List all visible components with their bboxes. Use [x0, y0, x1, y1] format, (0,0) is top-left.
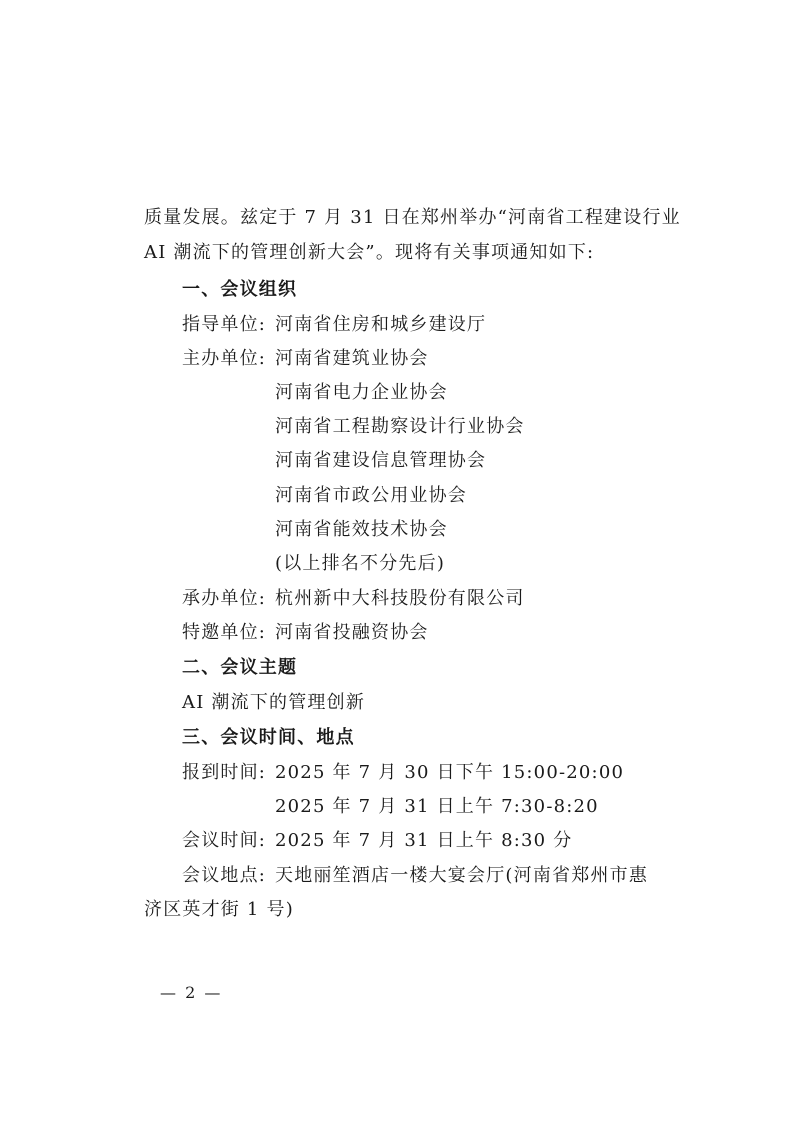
host-unit-item: 河南省能效技术协会 [275, 519, 448, 540]
section-heading-theme: 二、会议主题 [182, 657, 298, 678]
host-unit-item: 河南省建筑业协会 [275, 348, 429, 369]
organizer-unit-value: 杭州新中大科技股份有限公司 [275, 588, 525, 609]
checkin-time-value: 2025 年 7 月 30 日下午 15:00-20:00 [275, 762, 625, 783]
host-unit-item: 河南省建设信息管理协会 [275, 450, 487, 471]
host-unit-item: 河南省工程勘察设计行业协会 [275, 416, 525, 437]
meeting-time-label: 会议时间: [182, 830, 267, 851]
guide-unit-value: 河南省住房和城乡建设厅 [275, 314, 487, 335]
special-unit-value: 河南省投融资协会 [275, 622, 429, 643]
checkin-time-value: 2025 年 7 月 31 日上午 7:30-8:20 [275, 796, 599, 817]
meeting-theme: AI 潮流下的管理创新 [182, 692, 366, 713]
venue-value-line-1: 天地丽笙酒店一楼大宴会厅(河南省郑州市惠 [275, 865, 649, 886]
guide-unit-label: 指导单位: [182, 314, 267, 335]
venue-value-line-2: 济区英才街 1 号) [144, 899, 294, 920]
page-number: — 2 — [160, 983, 223, 1002]
section-heading-time-place: 三、会议时间、地点 [182, 727, 355, 748]
host-unit-note: (以上排名不分先后) [275, 553, 446, 574]
host-unit-item: 河南省市政公用业协会 [275, 485, 467, 506]
organizer-unit-label: 承办单位: [182, 588, 267, 609]
checkin-time-label: 报到时间: [182, 762, 267, 783]
intro-line-1: 质量发展。兹定于 7 月 31 日在郑州举办“河南省工程建设行业 [144, 207, 681, 228]
venue-label: 会议地点: [182, 865, 267, 886]
section-heading-organization: 一、会议组织 [182, 279, 298, 300]
intro-line-2: AI 潮流下的管理创新大会”。现将有关事项通知如下: [144, 242, 595, 263]
special-unit-label: 特邀单位: [182, 622, 267, 643]
meeting-time-value: 2025 年 7 月 31 日上午 8:30 分 [275, 830, 573, 851]
host-unit-item: 河南省电力企业协会 [275, 382, 448, 403]
host-unit-label: 主办单位: [182, 348, 267, 369]
